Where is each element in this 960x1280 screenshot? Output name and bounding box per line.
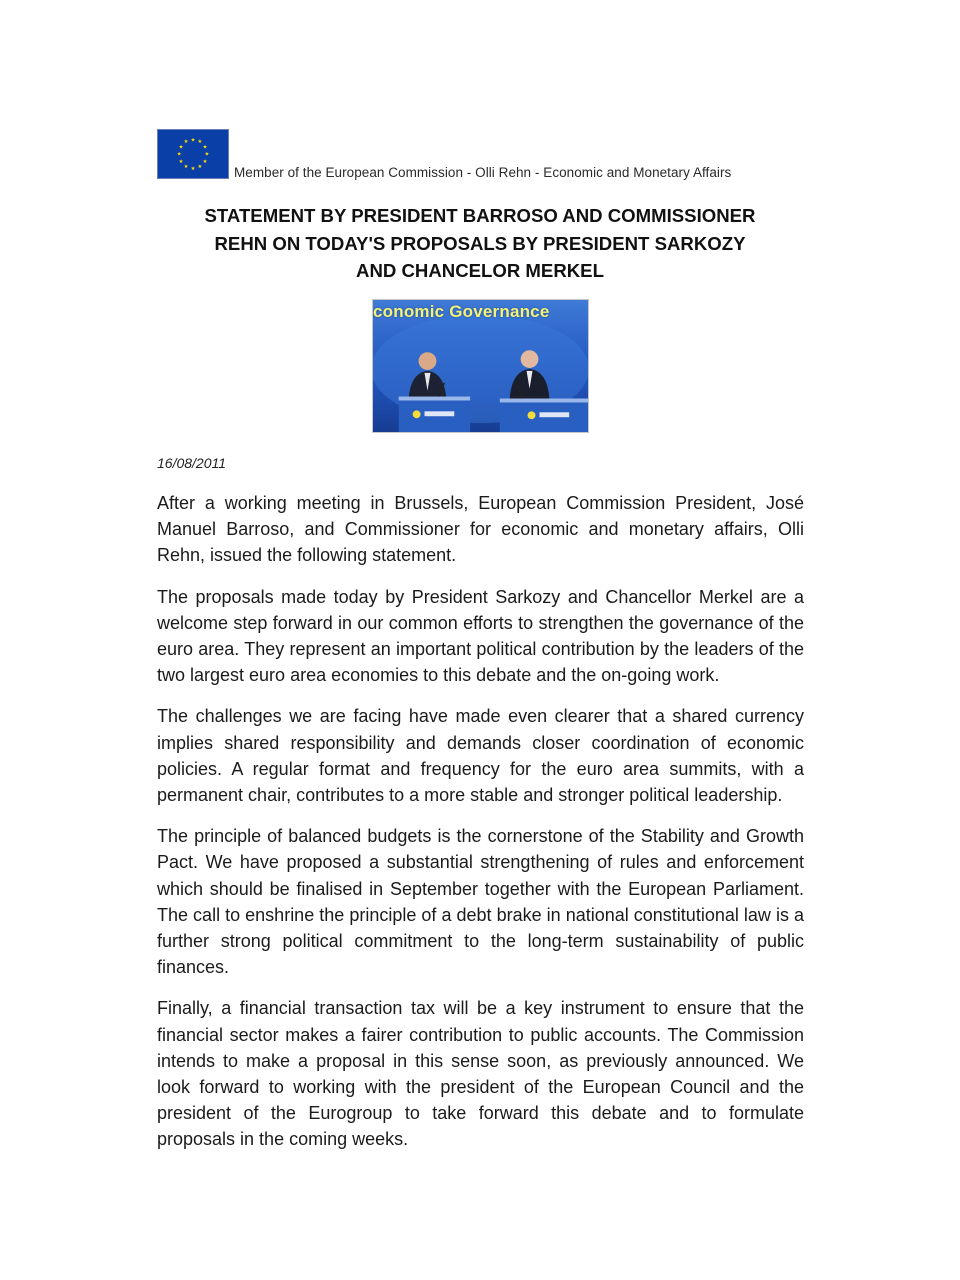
body-paragraph: Finally, a financial transaction tax will be a key instrument to ensure that the financial sector makes a fairer contribution to public accounts. The Commission intends to make a proposal in this sense soon, as previously announced. We look forward to working with the president of the European Council and the president of the Eurogroup to take forward this debate and to formulate proposals in the coming weeks. <box>157 998 804 1150</box>
flag-star-icon: ★ <box>202 144 208 151</box>
title-line: AND CHANCELOR MERKEL <box>356 260 604 281</box>
document-header <box>157 129 817 183</box>
header-text: Member of the European Commission - Olli Rehn - Economic and Monetary Affairs <box>234 165 732 180</box>
document-title <box>157 202 803 285</box>
flag-star-icon: ★ <box>204 151 210 158</box>
title-line: REHN ON TODAY'S PROPOSALS BY PRESIDENT SARKOZY <box>214 232 746 254</box>
statement-date: 16/08/2011 <box>157 455 227 471</box>
flag-star-icon: ★ <box>202 158 208 165</box>
body-paragraph: After a working meeting in Brussels, European Commission President, José Manuel Barroso, and Commissioner for economic and monetary affairs, Olli Rehn, issued the following statement. <box>157 493 804 566</box>
photo-banner-text: conomic Governance <box>373 302 550 321</box>
flag-star-icon: ★ <box>197 164 203 171</box>
flag-star-icon: ★ <box>190 166 196 173</box>
flag-star-icon: ★ <box>176 151 182 158</box>
flag-star-icon: ★ <box>190 137 196 144</box>
statement-body <box>157 490 804 1168</box>
flag-star-icon: ★ <box>197 139 203 146</box>
flag-star-icon: ★ <box>178 144 184 151</box>
press-conference-photo <box>372 299 589 433</box>
flag-star-icon: ★ <box>183 164 189 171</box>
body-paragraph: The principle of balanced budgets is the cornerstone of the Stability and Growth Pact. We have proposed a substantial strengthening of rules and enforcement which should be finalised in September together with the European Parliament. The call to enshrine the principle of a debt brake in national constitutional law is a further strong political commitment to the long-term sustainability of public finances. <box>157 826 804 978</box>
flag-star-icon: ★ <box>183 139 189 146</box>
eu-flag-icon <box>157 129 229 179</box>
body-paragraph: The challenges we are facing have made even clearer that a shared currency implies shared responsibility and demands closer coordination of economic policies. A regular format and frequency for the euro area summits, with a permanent chair, contributes to a more stable and stronger political leadership. <box>157 706 804 806</box>
body-paragraph: The proposals made today by President Sarkozy and Chancellor Merkel are a welcome step forward in our common efforts to strengthen the governance of the euro area. They represent an important political contribution by the leaders of the two largest euro area economies to this debate and the on-going work. <box>157 586 804 686</box>
flag-star-icon: ★ <box>178 158 184 165</box>
title-line: STATEMENT BY PRESIDENT BARROSO AND COMMISSIONER <box>204 205 756 226</box>
